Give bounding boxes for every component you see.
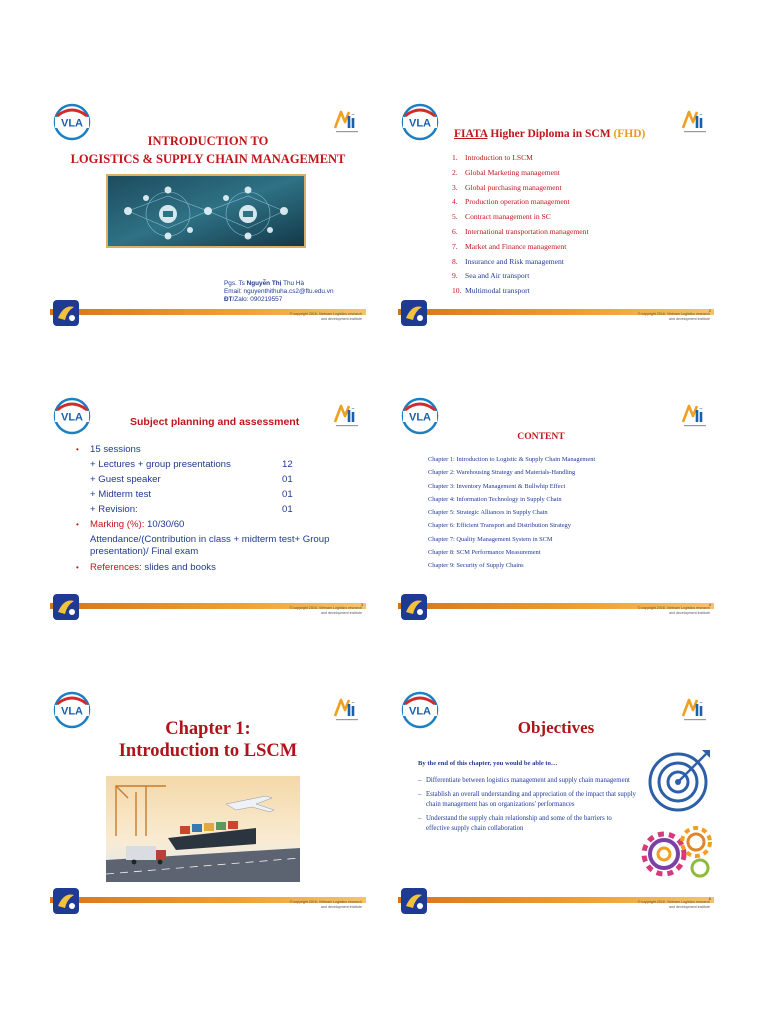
slide-footer — [398, 886, 714, 916]
slide-6 — [398, 680, 714, 916]
vli-logo — [680, 400, 710, 430]
transport-photo — [106, 776, 300, 882]
session-row: + Guest speaker 01 — [90, 474, 293, 485]
list-item: 5. Contract management in SC — [452, 212, 551, 222]
slide-footer — [398, 592, 714, 622]
slide-footer — [50, 298, 366, 328]
ftu-badge-icon — [52, 298, 82, 328]
slide-title: Objectives — [517, 718, 595, 737]
list-item: 3. Global purchasing management — [452, 182, 562, 192]
copyright-text: © copyright 2016, Vietnam Logistics research and development institute — [289, 312, 362, 321]
list-item: Chapter 1: Introduction to Logistic & Supply Chain Management — [428, 456, 596, 463]
copyright-text: © copyright 2016, Vietnam Logistics research and development institute — [637, 606, 710, 615]
svg-text:VLA: VLA — [61, 705, 83, 718]
assessment-details — [76, 442, 366, 575]
slide-footer — [398, 298, 714, 328]
chapter-list — [428, 453, 595, 573]
svg-text:VLA: VLA — [409, 411, 431, 424]
list-item: Chapter 3: Inventory Management & Bullwhip Effect — [428, 482, 566, 490]
session-row: + Revision: 01 — [90, 504, 293, 515]
vla-logo — [400, 102, 440, 142]
svg-text:VLA: VLA — [409, 117, 431, 130]
ftu-badge-icon — [52, 592, 82, 622]
svg-text:VLA: VLA — [409, 705, 431, 718]
page-number: 4 — [708, 602, 711, 607]
ftu-badge-icon — [400, 592, 430, 622]
objectives-intro: By the end of this chapter, you would be able to… — [418, 760, 558, 767]
session-row: + Midterm test 01 — [90, 489, 293, 500]
list-item: Chapter 9: Security of Supply Chains — [428, 562, 524, 570]
list-item: Chapter 7: Quality Management System in SCM — [428, 535, 553, 543]
references-row: • References: slides and books — [76, 562, 216, 573]
list-item: 2. Global Marketing management — [452, 167, 560, 177]
ftu-badge-icon — [400, 298, 430, 328]
slide-4 — [398, 386, 714, 622]
list-item: 4. Production operation management — [452, 197, 570, 207]
deck-title: INTRODUCTION TO LOGISTICS & SUPPLY CHAIN MANAGEMENT — [70, 134, 346, 166]
slide-3 — [50, 386, 366, 622]
svg-text:VLA: VLA — [61, 411, 83, 424]
slide-footer — [50, 592, 366, 622]
objectives-list — [418, 776, 636, 838]
copyright-text: © copyright 2016, Vietnam Logistics research and development institute — [289, 606, 362, 615]
list-item: Chapter 4: Information Technology in Supply Chain — [428, 495, 562, 503]
svg-text:VLA: VLA — [61, 117, 83, 130]
chapter-title: Chapter 1: Introduction to LSCM — [118, 719, 298, 761]
marking-detail: Attendance/(Contribution in class + midterm test+ Group presentation)/ Final exam — [90, 534, 330, 557]
list-item: Chapter 2: Warehousing Strategy and Materials-Handling — [428, 469, 576, 477]
slide-2 — [398, 92, 714, 328]
page-number: 3 — [360, 602, 363, 607]
list-item: 9. Sea and Air transport — [452, 271, 530, 281]
slide-title: CONTENT — [517, 431, 565, 442]
copyright-text: © copyright 2016, Vietnam Logistics research and development institute — [637, 900, 710, 909]
list-item: Chapter 6: Efficient Transport and Distribution Strategy — [428, 522, 571, 530]
list-item: 6. International transportation management — [452, 226, 589, 236]
sessions-row: • 15 sessions — [76, 444, 141, 455]
vli-logo — [332, 400, 362, 430]
slide-title: Subject planning and assessment — [130, 416, 300, 428]
list-item: – Understand the supply chain relationship and some of the barriers to effective supply chain collaboration — [418, 815, 612, 832]
vli-logo — [680, 106, 710, 136]
list-item: 10. Multimodal transport — [452, 286, 530, 296]
slide-footer — [50, 886, 366, 916]
marking-row: • Marking (%): 10/30/60 — [76, 519, 185, 530]
list-item: – Establish an overall understanding and appreciation of the impact that supply chain management has on organizations' performances — [418, 791, 636, 808]
ftu-badge-icon — [400, 886, 430, 916]
module-list — [452, 151, 589, 299]
session-row: + Lectures + group presentations 12 — [90, 459, 293, 470]
gears-icon — [636, 820, 714, 884]
copyright-text: © copyright 2016, Vietnam Logistics research and development institute — [289, 900, 362, 909]
slide-5 — [50, 680, 366, 916]
page-number: 6 — [708, 896, 711, 901]
vla-logo — [400, 396, 440, 436]
page-number: 2 — [708, 308, 711, 313]
vla-logo — [52, 396, 92, 436]
list-item: 1. Introduction to LSCM — [452, 153, 533, 162]
list-item: 7. Market and Finance management — [452, 241, 567, 251]
logistics-network-image — [106, 174, 306, 248]
slide-1 — [50, 92, 366, 328]
target-icon — [644, 744, 714, 816]
list-item: – Differentiate between logistics management and supply chain management — [418, 777, 630, 784]
ftu-badge-icon — [52, 886, 82, 916]
program-title: FIATA Higher Diploma in SCM (FHD) — [454, 128, 646, 140]
list-item: Chapter 8: SCM Performance Measurement — [428, 549, 541, 557]
copyright-text: © copyright 2016, Vietnam Logistics research and development institute — [637, 312, 710, 321]
list-item: 8. Insurance and Risk management — [452, 256, 564, 266]
list-item: Chapter 5: Strategic Alliances in Supply Chain — [428, 509, 548, 517]
author-contact: Pgs. Ts Nguyễn Thị Thu Hà Email: nguyenthithuha.cs2@ftu.edu.vn ĐT/Zalo: 090219557 — [224, 280, 334, 303]
